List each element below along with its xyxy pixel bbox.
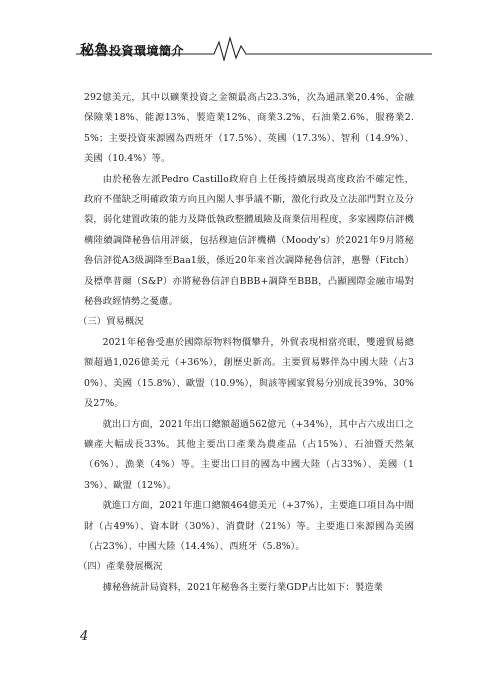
- header-title-main: 秘魯: [80, 43, 109, 59]
- section-heading-industry: （四）產業發展概況: [78, 561, 163, 573]
- page-header: [0, 34, 480, 62]
- page-number: 4: [80, 629, 89, 644]
- paragraph-trade-overview: 2021年秘魯受惠於國際原物料物價攀升，外貿表現相當亮眼，雙邊貿易總額超過1,026億美元（+36%），創歷史新高。主要貿易夥伴為中國大陸（占30%）、美國（15.8%）、歐盟（10.9%），與該等國家貿易分別成長39%、30%及27%。: [84, 336, 414, 410]
- paragraph-credit-rating: 由於秘魯左派Pedro Castillo政府自上任後持續展現高度政治不確定性，政府不僅缺乏明確政策方向且內閣人事爭議不斷，激化行政及立法部門對立及分裂，弱化建置政策的能力及降低執政整體風險及商業信用程度，多家國際信評機構陸續調降秘魯信用評級，包括穆迪信評機構（Moody's）於2021年9月將秘魯信評從A3級調降至Baa1級，係近20年來首次調降秘魯信評，惠譽（Fitch）及標準普爾（S&P）亦將秘魯信評自BBB+調降至BBB，凸顯國際金融市場對秘魯政經情勢之憂慮。: [84, 173, 414, 308]
- section-heading-trade: （三）貿易概況: [78, 316, 144, 328]
- paragraph-imports: 就進口方面，2021年進口總額464億美元（+37%），主要進口項目為中間財（占49%）、資本財（30%）、消費財（21%）等。主要進口來源國為美國（占23%）、中國大陸（14.4%）、西班牙（5.8%）。: [84, 500, 414, 552]
- header-title: [80, 40, 184, 60]
- page-content: [78, 88, 414, 598]
- header-heartbeat-line-icon: [0, 34, 480, 62]
- header-title-rest: 投資環境簡介: [109, 44, 185, 58]
- paragraph-exports: 就出口方面，2021年出口總額超過562億元（+34%），其中占六成出口之礦產大幅成長33%。其他主要出口產業為農產品（占15%）、石油暨天然氣（6%）、漁業（4%）等。主要出口目的國為中國大陸（占33%）、美國（13%）、歐盟（12%）。: [84, 418, 414, 491]
- paragraph-industry-gdp: 據秘魯統計局資料，2021年秘魯各主要行業GDP占比如下：製造業: [102, 581, 384, 593]
- paragraph-investment-sectors: 292億美元，其中以礦業投資之金額最高占23.3%，次為通訊業20.4%、金融保險業18%、能源13%、製造業12%、商業3.2%、石油業2.6%、服務業2.5%；主要投資來源國為西班牙（17.5%）、英國（17.3%）、智利（14.9%）、美國（10.4%）等。: [84, 92, 414, 165]
